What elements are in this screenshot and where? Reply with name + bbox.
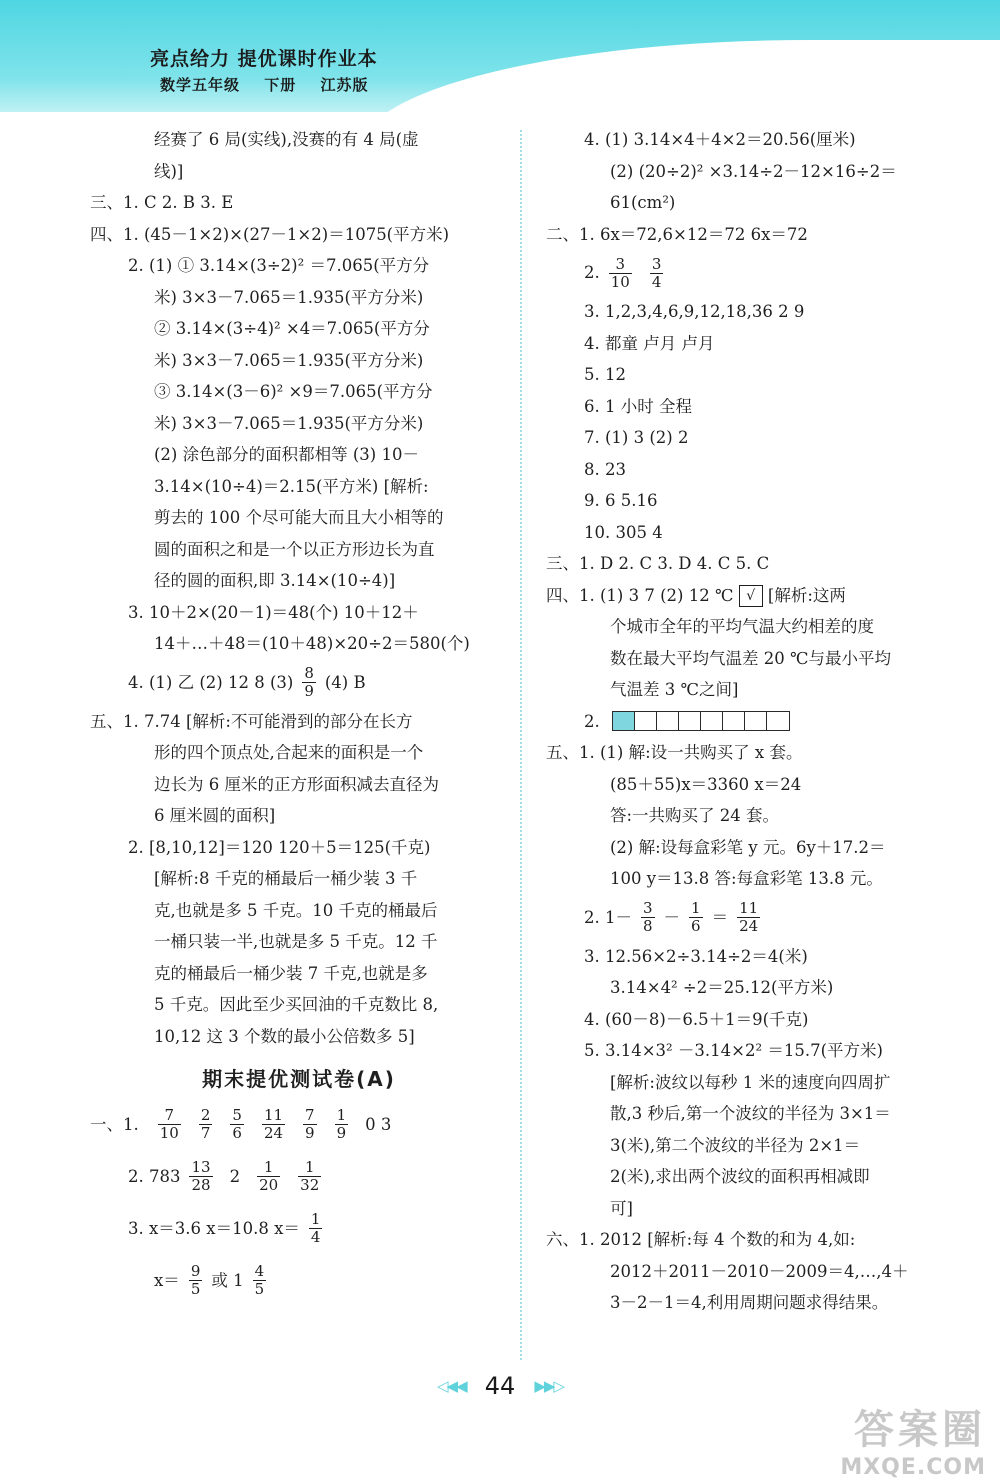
left-column [90,124,508,1304]
answer-line [546,706,956,738]
answer-line: 3. 10＋2×(20－1)＝48(个) 10＋12＋ [128,602,419,622]
fraction: $\frac{13}{28}$ [191,1158,211,1194]
answer-line: (2) 解:设每盒彩笔 y 元。6y＋17.2＝ [610,837,886,857]
answer-line [90,1102,508,1148]
answer-line: 米) 3×3－7.065＝1.935(平方分米) [154,413,424,433]
book-title: 亮点给力 提优课时作业本 [150,48,378,70]
answer-line: 线)] [154,161,184,181]
answer-line [90,1206,508,1252]
answer-line: 3.14×4² ÷2＝25.12(平方米) [610,978,834,997]
answer-line: 10. 305 4 [584,522,663,542]
bar-cell-empty [657,712,679,730]
watermark-logo [840,1398,986,1480]
answer-line: 9. 6 5.16 [584,491,658,510]
shaded-grid-bar [612,711,790,731]
answer-line: [解析:波纹以每秒 1 米的速度向四周扩 [610,1072,891,1092]
fraction: $\frac{9}{5}$ [190,1262,201,1298]
fraction: $\frac{4}{5}$ [254,1262,265,1298]
subtitle-volume: 下册 [264,76,297,94]
answer-line: 经赛了 6 局(实线),没赛的有 4 局(虚 [154,130,419,149]
answer-line: [解析:8 千克的桶最后一桶少装 3 千 [154,869,418,888]
answer-line [546,895,956,941]
fraction: $\frac{5}{6}$ [232,1106,242,1142]
answer-text: 4. (1) 乙 (2) 12 8 (3) [128,672,294,692]
answer-line: 二、1. 6x＝72,6×12＝72 6x＝72 [546,224,808,244]
answer-line: ③ 3.14×(3－6)² ×9＝7.065(平方分 [154,382,433,401]
bar-cell-empty [723,712,745,730]
fraction: $\frac{3}{10}$ [610,254,630,291]
bar-cell-filled [613,712,635,730]
answer-text: 2. 1－ [584,907,632,927]
answer-line: 四、1. (45－1×2)×(27－1×2)＝1075(平方米) [90,224,450,244]
book-subtitle [160,74,387,95]
fraction: $\frac{1}{20}$ [259,1158,279,1194]
page-header [0,0,1000,112]
answer-line: 10,12 这 3 个数的最小公倍数多 5] [154,1026,415,1046]
answer-line: 2012＋2011－2010－2009＝4,…,4＋ [610,1261,909,1281]
answer-line: 数在最大平均气温差 20 ℃与最小平均 [610,648,891,668]
answer-text: 2 [229,1166,241,1186]
fraction: $\frac{7}{9}$ [305,1106,315,1142]
header-curve [360,40,1000,112]
answer-line: (2) 涂色部分的面积都相等 (3) 10－ [154,445,419,464]
subtitle-edition: 江苏版 [320,76,369,94]
fraction: $\frac{2}{7}$ [200,1106,211,1142]
fraction: $\frac{11}{24}$ [263,1106,284,1142]
answer-line: 2(米),求出两个波纹的面积再相减即 [610,1167,870,1186]
answer-line: 径的圆的面积,即 3.14×(10÷4)] [154,571,396,590]
fraction: $\frac{1}{6}$ [691,899,701,935]
answer-text: 0 3 [365,1114,392,1134]
section-title: 期末提优测试卷(A) [202,1067,396,1091]
fraction: $\frac{3}{4}$ [651,254,662,291]
page-number: 44 [484,1372,516,1400]
answer-text: ＝ [711,907,729,927]
answer-line [90,1258,508,1304]
answer-line: 2. (1) ① 3.14×(3÷2)² ＝7.065(平方分 [128,256,430,275]
checkmark-icon: √ [739,585,763,607]
column-divider [520,130,522,1360]
fraction: $\frac{11}{24}$ [739,899,759,935]
answer-line: 100 y＝13.8 答:每盒彩笔 13.8 元。 [610,869,883,888]
watermark-url: MXQE.COM [840,1455,986,1480]
subtitle-grade: 数学五年级 [160,76,241,94]
answer-text: 2. [584,263,600,283]
answer-line: 4. 都童 卢月 卢月 [584,333,715,353]
answer-line: 三、1. C 2. B 3. E [90,193,234,212]
answer-line: 4. (1) 3.14×4＋4×2＝20.56(厘米) [584,130,856,149]
answer-line [546,250,956,296]
fraction: $\frac{1}{32}$ [300,1158,320,1194]
answer-line: 6. 1 小时 全程 [584,396,692,416]
bar-cell-empty [745,712,767,730]
answer-line: ② 3.14×(3÷4)² ×4＝7.065(平方分 [154,319,430,338]
answer-text: 2. [584,711,600,731]
answer-line: 形的四个顶点处,合起来的面积是一个 [154,743,424,762]
left-arrows-icon: ◁◀◀ [437,1377,466,1395]
answer-text: － [663,907,681,927]
answer-text: x＝ [154,1270,180,1290]
answer-line: 答:一共购买了 24 套。 [610,806,780,825]
fraction: $\frac{7}{10}$ [159,1106,179,1142]
right-column [546,124,956,1319]
watermark-text: 答案圈 [854,1407,986,1453]
answer-line: 剪去的 100 个尽可能大而且大小相等的 [154,508,444,527]
answer-line: 3(米),第二个波纹的半径为 2×1＝ [610,1135,861,1155]
fraction: $\frac{3}{8}$ [643,899,653,935]
fraction: $\frac{1}{9}$ [336,1106,347,1142]
answer-line: 边长为 6 厘米的正方形面积减去直径为 [154,774,439,794]
answer-line: 个城市全年的平均气温大约相差的度 [610,617,874,636]
answer-text: 四、1. (1) 3 7 (2) 12 ℃ [546,585,734,605]
answer-line: 7. (1) 3 (2) 2 [584,428,689,447]
answer-line: 五、1. 7.74 [解析:不可能滑到的部分在长方 [90,711,413,731]
answer-line: 2. [8,10,12]＝120 120＋5＝125(千克) [128,837,431,857]
answer-line: 3. 12.56×2÷3.14÷2＝4(米) [584,946,808,966]
answer-line [546,580,956,612]
bar-cell-empty [635,712,657,730]
answer-text: 3. x＝3.6 x＝10.8 x＝ [128,1218,300,1238]
fraction: $\frac{1}{4}$ [310,1210,321,1246]
right-arrows-icon: ▶▶▷ [534,1377,563,1395]
answer-line: 8. 23 [584,459,626,479]
answer-line: 5 千克。因此至少买回油的千克数比 8, [154,995,439,1014]
answer-line [90,1154,508,1200]
answer-line: 3. 1,2,3,4,6,9,12,18,36 2 9 [584,302,805,321]
answer-line: 克,也就是多 5 千克。10 千克的桶最后 [154,900,438,920]
answer-text: 2. 783 [128,1166,181,1186]
answer-line: 14＋…＋48＝(10＋48)×20÷2＝580(个) [154,634,470,653]
answer-line: 三、1. D 2. C 3. D 4. C 5. C [546,554,770,573]
answer-line: 克的桶最后一桶少装 7 千克,也就是多 [154,963,428,983]
answer-line: 一桶只装一半,也就是多 5 千克。12 千 [154,932,438,951]
answer-line: (85＋55)x＝3360 x＝24 [610,774,802,794]
answer-line: 米) 3×3－7.065＝1.935(平方分米) [154,350,424,370]
answer-line: 3－2－1＝4,利用周期问题求得结果。 [610,1293,889,1312]
answer-line: 米) 3×3－7.065＝1.935(平方分米) [154,287,424,307]
answer-line: 5. 3.14×3² －3.14×2² ＝15.7(平方米) [584,1041,883,1060]
fraction: $\frac{8}{9}$ [304,664,314,700]
bar-cell-empty [767,712,789,730]
answer-text: [解析:这两 [767,585,846,605]
answer-line: 6 厘米圆的面积] [154,806,276,825]
answer-line: 可] [610,1198,633,1218]
answer-line: 圆的面积之和是一个以正方形边长为直 [154,539,435,559]
answer-line [90,660,508,706]
answer-line: (2) (20÷2)² ×3.14÷2－12×16÷2＝ [610,161,897,181]
answer-line: 61(cm²) [610,193,676,212]
answer-line: 散,3 秒后,第一个波纹的半径为 3×1＝ [610,1104,891,1123]
answer-line: 3.14×(10÷4)＝2.15(平方米) [解析: [154,476,429,496]
answer-text: (4) B [324,672,366,692]
answer-line: 六、1. 2012 [解析:每 4 个数的和为 4,如: [546,1230,856,1249]
answer-line: 五、1. (1) 解:设一共购买了 x 套。 [546,743,803,762]
answer-line: 4. (60－8)－6.5＋1＝9(千克) [584,1009,809,1029]
bar-cell-empty [701,712,723,730]
answer-text: 或 1 [211,1270,244,1290]
bar-cell-empty [679,712,701,730]
answer-line: 5. 12 [584,365,626,384]
answer-line: 气温差 3 ℃之间] [610,680,739,699]
answer-text: 一、1. [90,1114,139,1134]
